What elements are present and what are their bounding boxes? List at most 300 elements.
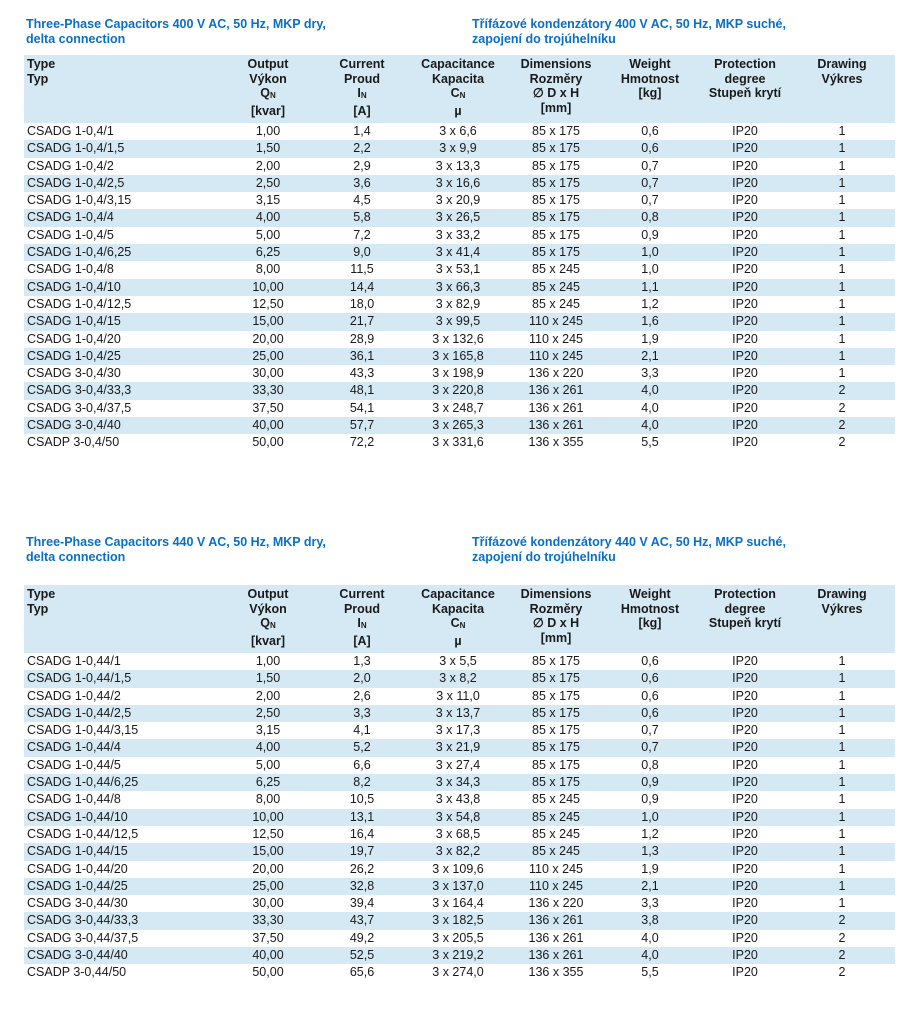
cell-type: CSADG 1-0,44/12,5 bbox=[27, 826, 139, 841]
table-row bbox=[24, 348, 895, 365]
cell-capacitance: 3 x 8,2 bbox=[439, 671, 477, 686]
cell-drawing: 1 bbox=[838, 723, 846, 738]
cell-current: 6,6 bbox=[353, 757, 371, 772]
cell-weight: 0,6 bbox=[641, 654, 659, 668]
table-body bbox=[24, 123, 895, 452]
cell-weight: 0,6 bbox=[641, 705, 659, 720]
table-row bbox=[24, 331, 895, 348]
cell-drawing: 2 bbox=[838, 913, 846, 928]
cell-dimensions: 110 x 245 bbox=[529, 861, 583, 876]
cell-capacitance: 3 x 182,5 bbox=[432, 913, 484, 928]
column-header-drawing bbox=[782, 57, 902, 86]
column-header-type bbox=[27, 57, 55, 86]
cell-weight: 0,8 bbox=[641, 210, 659, 225]
column-header-drawing bbox=[782, 587, 902, 616]
cell-protection: IP20 bbox=[732, 792, 758, 807]
cell-type: CSADG 1-0,44/4 bbox=[27, 740, 121, 755]
cell-drawing: 1 bbox=[838, 654, 846, 668]
cell-type: CSADG 1-0,44/25 bbox=[27, 878, 128, 893]
cell-drawing: 1 bbox=[838, 314, 846, 329]
cell-dimensions: 85 x 175 bbox=[532, 775, 580, 790]
cell-type: CSADG 1-0,44/3,15 bbox=[27, 723, 139, 738]
cell-weight: 2,1 bbox=[641, 348, 659, 363]
table-row bbox=[24, 279, 895, 296]
cell-current: 7,2 bbox=[353, 227, 371, 242]
table-row bbox=[24, 261, 895, 278]
column-header-line: Type bbox=[27, 587, 56, 601]
cell-current: 2,2 bbox=[353, 141, 371, 156]
column-header-line: $C_N$ bbox=[450, 616, 466, 630]
cell-drawing: 1 bbox=[838, 366, 846, 381]
cell-drawing: 1 bbox=[838, 141, 846, 156]
cell-protection: IP20 bbox=[732, 245, 758, 260]
cell-drawing: 2 bbox=[838, 948, 846, 963]
cell-type: CSADG 3-0,4/40 bbox=[27, 418, 121, 433]
cell-dimensions: 85 x 175 bbox=[532, 654, 580, 668]
cell-capacitance: 3 x 198,9 bbox=[432, 366, 484, 381]
column-header-line: [A] bbox=[353, 633, 371, 648]
cell-dimensions: 110 x 245 bbox=[529, 878, 583, 893]
column-header-line: Drawing bbox=[817, 587, 867, 601]
table-row bbox=[24, 296, 895, 313]
cell-output: 37,50 bbox=[252, 930, 284, 945]
cell-current: 49,2 bbox=[349, 930, 375, 945]
cell-current: 52,5 bbox=[349, 948, 375, 963]
cell-output: 1,50 bbox=[255, 141, 281, 156]
column-header-line: Hmotnost bbox=[620, 601, 680, 616]
cell-type: CSADG 3-0,44/33,3 bbox=[27, 913, 139, 928]
cell-type: CSADG 1-0,4/10 bbox=[27, 279, 121, 294]
cell-type: CSADG 1-0,44/1 bbox=[27, 654, 121, 668]
cell-current: 26,2 bbox=[349, 861, 375, 876]
cell-protection: IP20 bbox=[732, 331, 758, 346]
cell-output: 2,50 bbox=[255, 705, 281, 720]
cell-drawing: 1 bbox=[838, 775, 846, 790]
cell-output: 6,25 bbox=[255, 775, 281, 790]
cell-protection: IP20 bbox=[732, 948, 758, 963]
cell-output: 15,00 bbox=[252, 844, 284, 859]
cell-capacitance: 3 x 26,5 bbox=[435, 210, 481, 225]
cell-weight: 1,2 bbox=[641, 826, 659, 841]
cell-capacitance: 3 x 16,6 bbox=[435, 175, 481, 190]
cell-capacitance: 3 x 68,5 bbox=[435, 826, 481, 841]
column-header-line: [kvar] bbox=[250, 633, 286, 648]
cell-dimensions: 85 x 175 bbox=[532, 740, 580, 755]
cell-output: 5,00 bbox=[255, 757, 281, 772]
column-header-line: $Q_N$ bbox=[260, 86, 276, 100]
cell-type: CSADG 1-0,44/5 bbox=[27, 757, 121, 772]
cell-protection: IP20 bbox=[732, 809, 758, 824]
cell-dimensions: 136 x 261 bbox=[528, 383, 584, 398]
cell-current: 65,6 bbox=[349, 965, 375, 980]
cell-output: 2,00 bbox=[255, 158, 281, 173]
cell-drawing: 2 bbox=[838, 965, 846, 980]
cell-current: 32,8 bbox=[349, 878, 375, 893]
cell-weight: 1,0 bbox=[641, 809, 659, 824]
cell-capacitance: 3 x 9,9 bbox=[439, 141, 477, 156]
cell-output: 50,00 bbox=[252, 435, 284, 450]
cell-protection: IP20 bbox=[732, 141, 758, 156]
column-header-line: Output bbox=[247, 57, 289, 71]
cell-weight: 0,6 bbox=[641, 141, 659, 156]
cell-current: 14,4 bbox=[349, 279, 375, 294]
cell-output: 25,00 bbox=[252, 348, 284, 363]
cell-dimensions: 85 x 245 bbox=[532, 844, 580, 859]
cell-weight: 0,6 bbox=[641, 688, 659, 703]
column-header-line: Rozměry bbox=[529, 71, 583, 86]
cell-dimensions: 85 x 175 bbox=[532, 705, 580, 720]
cell-weight: 2,1 bbox=[641, 878, 659, 893]
cell-current: 1,4 bbox=[353, 124, 371, 138]
table-row bbox=[24, 826, 895, 843]
cell-protection: IP20 bbox=[732, 965, 758, 980]
section-title-en: Three-Phase Capacitors 440 V AC, 50 Hz, MKP dry, delta connection bbox=[26, 535, 326, 564]
cell-capacitance: 3 x 17,3 bbox=[435, 723, 481, 738]
cell-weight: 1,0 bbox=[641, 262, 659, 277]
cell-protection: IP20 bbox=[732, 878, 758, 893]
cell-type: CSADG 1-0,4/12,5 bbox=[27, 296, 132, 311]
column-header-line: Výkres bbox=[821, 71, 863, 86]
cell-dimensions: 110 x 245 bbox=[529, 314, 583, 329]
cell-current: 2,6 bbox=[353, 688, 371, 703]
table-row bbox=[24, 791, 895, 808]
column-header-line: Weight bbox=[629, 587, 671, 601]
cell-type: CSADG 1-0,4/1,5 bbox=[27, 141, 125, 156]
column-header-line: Typ bbox=[27, 71, 49, 86]
table-row bbox=[24, 895, 895, 912]
cell-current: 48,1 bbox=[349, 383, 375, 398]
cell-weight: 0,6 bbox=[641, 671, 659, 686]
cell-drawing: 1 bbox=[838, 809, 846, 824]
cell-output: 1,50 bbox=[255, 671, 281, 686]
cell-capacitance: 3 x 137,0 bbox=[432, 878, 484, 893]
cell-weight: 4,0 bbox=[641, 418, 659, 433]
table-row bbox=[24, 417, 895, 434]
cell-protection: IP20 bbox=[732, 314, 758, 329]
cell-weight: 1,6 bbox=[641, 314, 659, 329]
cell-type: CSADG 1-0,44/8 bbox=[27, 792, 121, 807]
column-header-line: Výkres bbox=[821, 601, 863, 616]
section-title-cz: Třífázové kondenzátory 400 V AC, 50 Hz, MKP suché, zapojení do trojúhelníku bbox=[472, 17, 786, 46]
cell-dimensions: 136 x 261 bbox=[528, 418, 584, 433]
table-row bbox=[24, 705, 895, 722]
cell-protection: IP20 bbox=[732, 279, 758, 294]
cell-current: 11,5 bbox=[350, 262, 374, 277]
cell-protection: IP20 bbox=[732, 688, 758, 703]
cell-weight: 4,0 bbox=[641, 930, 659, 945]
cell-weight: 0,7 bbox=[641, 158, 659, 173]
cell-capacitance: 3 x 132,6 bbox=[432, 331, 484, 346]
column-header-line: Current bbox=[339, 57, 385, 71]
column-header-line: Kapacita bbox=[431, 71, 485, 86]
cell-drawing: 1 bbox=[838, 844, 846, 859]
cell-type: CSADG 1-0,44/20 bbox=[27, 861, 128, 876]
table-row bbox=[24, 670, 895, 687]
cell-capacitance: 3 x 27,4 bbox=[435, 757, 481, 772]
cell-output: 5,00 bbox=[255, 227, 281, 242]
cell-protection: IP20 bbox=[732, 193, 758, 208]
table-row bbox=[24, 722, 895, 739]
cell-drawing: 2 bbox=[838, 930, 846, 945]
cell-drawing: 1 bbox=[838, 757, 846, 772]
column-header-line: [kvar] bbox=[250, 103, 286, 118]
cell-protection: IP20 bbox=[732, 775, 758, 790]
cell-type: CSADG 1-0,4/15 bbox=[27, 314, 121, 329]
cell-type: CSADG 1-0,4/20 bbox=[27, 331, 121, 346]
column-header-line: Type bbox=[27, 57, 56, 71]
column-header-line: Výkon bbox=[249, 601, 287, 616]
column-header-line: Stupeň krytí bbox=[708, 616, 782, 630]
column-header-line: ∅ D x H bbox=[532, 86, 580, 100]
cell-drawing: 1 bbox=[838, 262, 846, 277]
cell-dimensions: 85 x 175 bbox=[532, 210, 580, 225]
table-row bbox=[24, 192, 895, 209]
cell-output: 15,00 bbox=[252, 314, 284, 329]
cell-protection: IP20 bbox=[732, 861, 758, 876]
cell-dimensions: 110 x 245 bbox=[529, 331, 583, 346]
cell-weight: 1,9 bbox=[641, 331, 659, 346]
table-row bbox=[24, 653, 895, 670]
cell-output: 25,00 bbox=[252, 878, 284, 893]
cell-weight: 0,9 bbox=[641, 775, 659, 790]
cell-protection: IP20 bbox=[732, 175, 758, 190]
cell-capacitance: 3 x 13,3 bbox=[435, 158, 481, 173]
cell-output: 1,00 bbox=[255, 124, 281, 138]
column-header-line: Proud bbox=[343, 601, 381, 616]
cell-capacitance: 3 x 66,3 bbox=[435, 279, 481, 294]
cell-current: 43,3 bbox=[349, 366, 375, 381]
cell-capacitance: 3 x 219,2 bbox=[432, 948, 484, 963]
cell-drawing: 2 bbox=[838, 400, 846, 415]
column-header-line: Dimensions bbox=[520, 57, 592, 71]
cell-current: 4,5 bbox=[353, 193, 371, 208]
column-header-line: ∅ D x H bbox=[532, 616, 580, 630]
cell-current: 10,5 bbox=[349, 792, 375, 807]
cell-output: 3,15 bbox=[255, 193, 281, 208]
cell-current: 4,1 bbox=[353, 723, 371, 738]
cell-output: 3,15 bbox=[255, 723, 281, 738]
cell-drawing: 1 bbox=[838, 705, 846, 720]
cell-protection: IP20 bbox=[732, 844, 758, 859]
cell-dimensions: 136 x 220 bbox=[528, 896, 584, 911]
cell-dimensions: 85 x 175 bbox=[532, 227, 580, 242]
cell-capacitance: 3 x 6,6 bbox=[439, 124, 477, 138]
cell-drawing: 1 bbox=[838, 896, 846, 911]
cell-type: CSADG 3-0,4/37,5 bbox=[27, 400, 132, 415]
column-header-line: Capacitance bbox=[421, 57, 495, 71]
cell-drawing: 1 bbox=[838, 245, 846, 260]
cell-type: CSADG 3-0,4/30 bbox=[27, 366, 121, 381]
cell-output: 40,00 bbox=[252, 948, 284, 963]
cell-drawing: 2 bbox=[838, 435, 846, 450]
cell-capacitance: 3 x 11,0 bbox=[436, 688, 480, 703]
cell-drawing: 1 bbox=[838, 279, 846, 294]
cell-type: CSADG 1-0,44/10 bbox=[27, 809, 128, 824]
cell-capacitance: 3 x 33,2 bbox=[435, 227, 481, 242]
cell-drawing: 1 bbox=[838, 158, 846, 173]
cell-capacitance: 3 x 34,3 bbox=[435, 775, 481, 790]
table-body bbox=[24, 653, 895, 982]
cell-type: CSADG 3-0,44/40 bbox=[27, 948, 128, 963]
cell-current: 9,0 bbox=[353, 245, 371, 260]
column-header-line: µ bbox=[454, 103, 462, 118]
cell-capacitance: 3 x 205,5 bbox=[432, 930, 484, 945]
cell-protection: IP20 bbox=[732, 210, 758, 225]
cell-capacitance: 3 x 21,9 bbox=[435, 740, 481, 755]
cell-dimensions: 136 x 261 bbox=[528, 948, 584, 963]
table-row bbox=[24, 964, 895, 981]
cell-drawing: 1 bbox=[838, 175, 846, 190]
cell-current: 57,7 bbox=[349, 418, 375, 433]
table-row bbox=[24, 382, 895, 399]
column-header-line: Rozměry bbox=[529, 601, 583, 616]
cell-current: 8,2 bbox=[353, 775, 371, 790]
cell-current: 36,1 bbox=[349, 348, 375, 363]
cell-type: CSADG 1-0,4/4 bbox=[27, 210, 114, 225]
cell-drawing: 1 bbox=[838, 878, 846, 893]
cell-type: CSADG 1-0,44/2 bbox=[27, 688, 121, 703]
column-header-line: Hmotnost bbox=[620, 71, 680, 86]
column-header-line: Current bbox=[339, 587, 385, 601]
cell-capacitance: 3 x 99,5 bbox=[435, 314, 481, 329]
cell-protection: IP20 bbox=[732, 158, 758, 173]
cell-weight: 4,0 bbox=[641, 948, 659, 963]
table-row bbox=[24, 227, 895, 244]
cell-dimensions: 136 x 355 bbox=[528, 965, 584, 980]
cell-dimensions: 136 x 220 bbox=[528, 366, 584, 381]
cell-dimensions: 136 x 261 bbox=[528, 400, 584, 415]
cell-current: 39,4 bbox=[349, 896, 375, 911]
cell-dimensions: 85 x 245 bbox=[532, 792, 580, 807]
column-header-line: [A] bbox=[353, 103, 371, 118]
column-header-line: Weight bbox=[629, 57, 671, 71]
cell-drawing: 1 bbox=[838, 210, 846, 225]
cell-drawing: 1 bbox=[838, 227, 846, 242]
cell-type: CSADG 1-0,4/2 bbox=[27, 158, 114, 173]
cell-drawing: 1 bbox=[838, 792, 846, 807]
cell-dimensions: 85 x 175 bbox=[532, 723, 580, 738]
cell-weight: 3,8 bbox=[641, 913, 659, 928]
cell-output: 4,00 bbox=[255, 210, 281, 225]
column-header-line: Proud bbox=[343, 71, 381, 86]
cell-capacitance: 3 x 53,1 bbox=[435, 262, 481, 277]
cell-current: 1,3 bbox=[353, 654, 371, 668]
cell-dimensions: 85 x 175 bbox=[532, 688, 580, 703]
column-header-line: Protection bbox=[714, 57, 776, 71]
column-header-line: $I_N$ bbox=[357, 86, 367, 100]
cell-weight: 0,7 bbox=[641, 723, 659, 738]
column-header-line: Kapacita bbox=[431, 601, 485, 616]
cell-dimensions: 85 x 245 bbox=[532, 262, 580, 277]
cell-protection: IP20 bbox=[732, 435, 758, 450]
cell-drawing: 1 bbox=[838, 740, 846, 755]
cell-output: 2,50 bbox=[255, 175, 281, 190]
cell-protection: IP20 bbox=[732, 913, 758, 928]
cell-output: 37,50 bbox=[252, 400, 284, 415]
cell-dimensions: 110 x 245 bbox=[529, 348, 583, 363]
cell-output: 40,00 bbox=[252, 418, 284, 433]
cell-output: 33,30 bbox=[252, 913, 284, 928]
table-row bbox=[24, 365, 895, 382]
cell-weight: 4,0 bbox=[641, 383, 659, 398]
cell-weight: 1,0 bbox=[641, 245, 659, 260]
cell-type: CSADG 1-0,4/2,5 bbox=[27, 175, 125, 190]
cell-current: 3,6 bbox=[353, 175, 371, 190]
cell-type: CSADG 1-0,44/6,25 bbox=[27, 775, 139, 790]
cell-type: CSADG 3-0,44/37,5 bbox=[27, 930, 139, 945]
cell-protection: IP20 bbox=[732, 262, 758, 277]
cell-capacitance: 3 x 54,8 bbox=[435, 809, 481, 824]
cell-protection: IP20 bbox=[732, 757, 758, 772]
table-row bbox=[24, 757, 895, 774]
cell-type: CSADG 1-0,4/3,15 bbox=[27, 193, 132, 208]
cell-capacitance: 3 x 13,7 bbox=[435, 705, 481, 720]
cell-protection: IP20 bbox=[732, 723, 758, 738]
cell-output: 1,00 bbox=[255, 654, 281, 668]
cell-weight: 0,7 bbox=[641, 193, 659, 208]
column-header-line: [mm] bbox=[540, 100, 572, 115]
cell-protection: IP20 bbox=[732, 400, 758, 415]
cell-capacitance: 3 x 331,6 bbox=[432, 435, 484, 450]
cell-dimensions: 85 x 175 bbox=[532, 141, 580, 156]
column-header-line: degree bbox=[724, 601, 766, 616]
column-header-line: Typ bbox=[27, 601, 49, 616]
cell-current: 5,8 bbox=[353, 210, 371, 225]
cell-output: 4,00 bbox=[255, 740, 281, 755]
column-header-line: Protection bbox=[714, 587, 776, 601]
cell-weight: 5,5 bbox=[641, 965, 659, 980]
column-header-line: [kg] bbox=[638, 86, 662, 100]
column-header-line: Stupeň krytí bbox=[708, 86, 782, 100]
table-row bbox=[24, 400, 895, 417]
table-row bbox=[24, 947, 895, 964]
cell-type: CSADG 1-0,44/15 bbox=[27, 844, 128, 859]
cell-type: CSADG 3-0,4/33,3 bbox=[27, 383, 132, 398]
cell-type: CSADG 1-0,4/1 bbox=[27, 124, 114, 138]
cell-protection: IP20 bbox=[732, 826, 758, 841]
cell-current: 21,7 bbox=[349, 314, 375, 329]
table-row bbox=[24, 158, 895, 175]
cell-type: CSADP 3-0,4/50 bbox=[27, 435, 120, 450]
cell-drawing: 1 bbox=[838, 193, 846, 208]
column-header-line: degree bbox=[724, 71, 766, 86]
cell-capacitance: 3 x 43,8 bbox=[435, 792, 481, 807]
column-header-line: [kg] bbox=[638, 616, 662, 630]
table-row bbox=[24, 244, 895, 261]
cell-capacitance: 3 x 248,7 bbox=[432, 400, 484, 415]
cell-output: 6,25 bbox=[255, 245, 281, 260]
cell-current: 43,7 bbox=[349, 913, 375, 928]
cell-drawing: 1 bbox=[838, 124, 846, 138]
cell-protection: IP20 bbox=[732, 896, 758, 911]
table-row bbox=[24, 930, 895, 947]
cell-protection: IP20 bbox=[732, 654, 758, 668]
cell-capacitance: 3 x 164,4 bbox=[432, 896, 484, 911]
cell-current: 13,1 bbox=[349, 809, 375, 824]
cell-current: 54,1 bbox=[349, 400, 375, 415]
cell-output: 2,00 bbox=[255, 688, 281, 703]
cell-capacitance: 3 x 165,8 bbox=[432, 348, 484, 363]
column-header-line: Výkon bbox=[249, 71, 287, 86]
cell-protection: IP20 bbox=[732, 705, 758, 720]
cell-drawing: 2 bbox=[838, 383, 846, 398]
table-row bbox=[24, 774, 895, 791]
cell-dimensions: 85 x 175 bbox=[532, 671, 580, 686]
cell-weight: 0,8 bbox=[641, 757, 659, 772]
column-header-line: Output bbox=[247, 587, 289, 601]
cell-weight: 0,7 bbox=[641, 175, 659, 190]
cell-protection: IP20 bbox=[732, 671, 758, 686]
